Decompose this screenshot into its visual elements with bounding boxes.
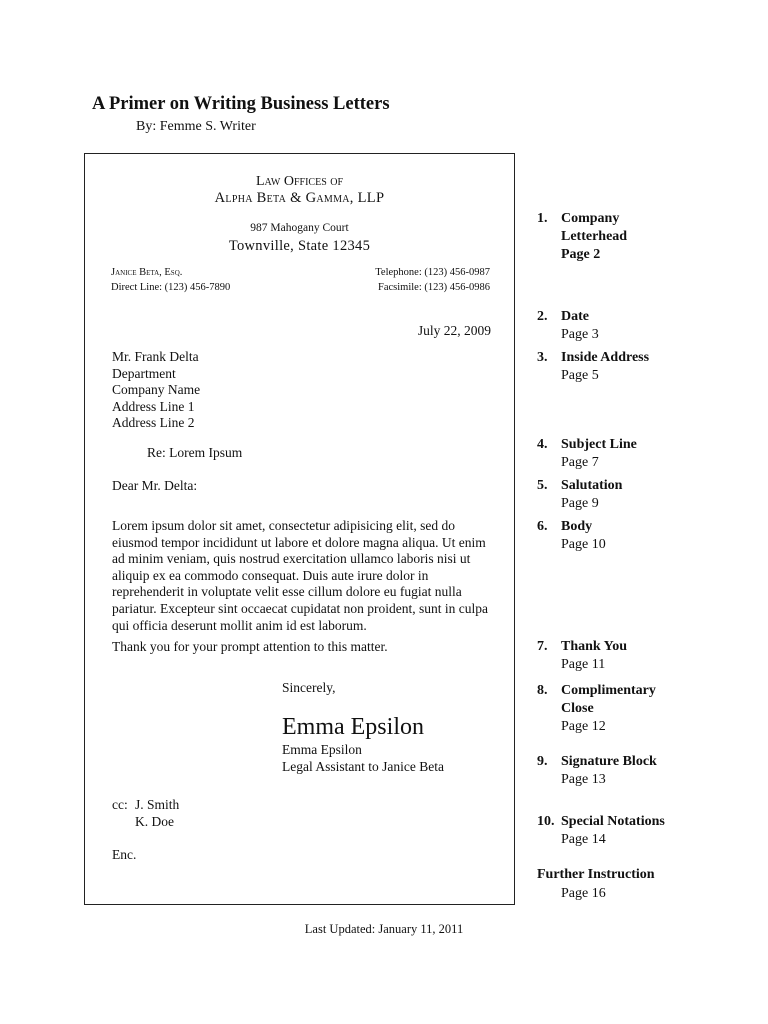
- toc-number: 9.: [537, 754, 548, 769]
- toc-number: 5.: [537, 478, 548, 493]
- toc-label: Special Notations: [561, 814, 665, 829]
- cc-recipient: K. Doe: [135, 813, 174, 829]
- signer-name: Emma Epsilon: [282, 742, 362, 757]
- toc-label: Company: [561, 211, 620, 226]
- toc-page: Page 5: [561, 368, 599, 383]
- address-line: Department: [112, 365, 176, 381]
- signer-title: Legal Assistant to Janice Beta: [282, 758, 444, 774]
- toc-number: 10.: [537, 814, 555, 829]
- toc-page: Page 9: [561, 496, 599, 511]
- document-title: A Primer on Writing Business Letters: [92, 94, 390, 114]
- letterhead-street: 987 Mahogany Court: [250, 222, 349, 234]
- salutation: Dear Mr. Delta:: [112, 478, 198, 493]
- toc-label: Further Instruction: [537, 867, 655, 882]
- letterhead-firm-name: Alpha Beta & Gamma, LLP: [214, 190, 385, 206]
- subject-line: Re: Lorem Ipsum: [147, 445, 243, 460]
- toc-page: Page 16: [561, 886, 606, 901]
- cc-label: cc:: [112, 797, 128, 812]
- toc-page: Page 10: [561, 537, 606, 552]
- toc-number: 7.: [537, 639, 548, 654]
- toc-page: Page 2: [561, 247, 601, 262]
- toc-label: Signature Block: [561, 754, 657, 769]
- letter-body: Lorem ipsum dolor sit amet, consectetur adipisicing elit, sed do eiusmod tempor incididunt ut labore et dolore magna aliqua. Ut enim ad minim veniam, quis nostrud exercitation ullamco laboris nisi ut aliquip ex ea commodo consequat. Duis aute irure dolor in reprehenderit in voluptate velit esse cillum dolore eu fugiat nulla pariatur. Excepteur sint occaecat cupidatat non proident, sunt in culpa qui officia deserunt mollit anim id est laborum.: [112, 518, 488, 633]
- toc-page: Page 14: [561, 832, 606, 847]
- toc-page: Page 11: [561, 657, 606, 672]
- attorney-name: Janice Beta, Esq.: [111, 267, 183, 278]
- handwritten-signature: Emma Epsilon: [282, 714, 424, 740]
- letterhead-offices: Law Offices of: [255, 174, 344, 189]
- cc-recipient: J. Smith: [135, 797, 180, 812]
- toc-label: Subject Line: [561, 437, 637, 452]
- author-byline: By: Femme S. Writer: [136, 119, 256, 134]
- toc-page: Page 12: [561, 719, 606, 734]
- last-updated: Last Updated: January 11, 2011: [304, 922, 464, 936]
- complimentary-close: Sincerely,: [282, 680, 336, 695]
- toc-number: 4.: [537, 437, 548, 452]
- toc-page: Page 13: [561, 772, 606, 787]
- toc-label: Thank You: [561, 639, 628, 654]
- toc-label: Date: [561, 309, 589, 324]
- toc-number: 8.: [537, 683, 548, 698]
- enclosure-notation: Enc.: [112, 847, 137, 862]
- toc-label: Letterhead: [561, 229, 628, 244]
- toc-label: Body: [561, 519, 593, 534]
- direct-line: Direct Line: (123) 456-7890: [111, 282, 231, 293]
- letterhead-city: Townville, State 12345: [228, 238, 371, 254]
- letter-date: July 22, 2009: [417, 323, 491, 338]
- toc-label: Complimentary: [561, 683, 656, 698]
- toc-number: 3.: [537, 350, 548, 365]
- toc-label: Close: [561, 701, 594, 716]
- address-line: Company Name: [112, 382, 201, 398]
- address-line: Address Line 2: [112, 415, 195, 431]
- toc-label: Inside Address: [561, 350, 650, 365]
- toc-page: Page 3: [561, 327, 599, 342]
- address-line: Mr. Frank Delta: [112, 349, 199, 364]
- inside-address: [112, 349, 200, 432]
- toc-number: 6.: [537, 519, 548, 534]
- sample-letter: [84, 153, 515, 905]
- toc-page: Page 7: [561, 455, 599, 470]
- facsimile: Facsimile: (123) 456-0986: [378, 282, 490, 293]
- address-line: Address Line 1: [112, 398, 195, 414]
- signature-block: [282, 742, 444, 775]
- toc-label: Salutation: [561, 478, 623, 493]
- toc-number: 1.: [537, 211, 548, 226]
- cc-notation: [112, 797, 179, 830]
- telephone: Telephone: (123) 456-0987: [375, 267, 490, 278]
- toc-number: 2.: [537, 309, 548, 324]
- thank-you-line: Thank you for your prompt attention to this matter.: [112, 639, 388, 654]
